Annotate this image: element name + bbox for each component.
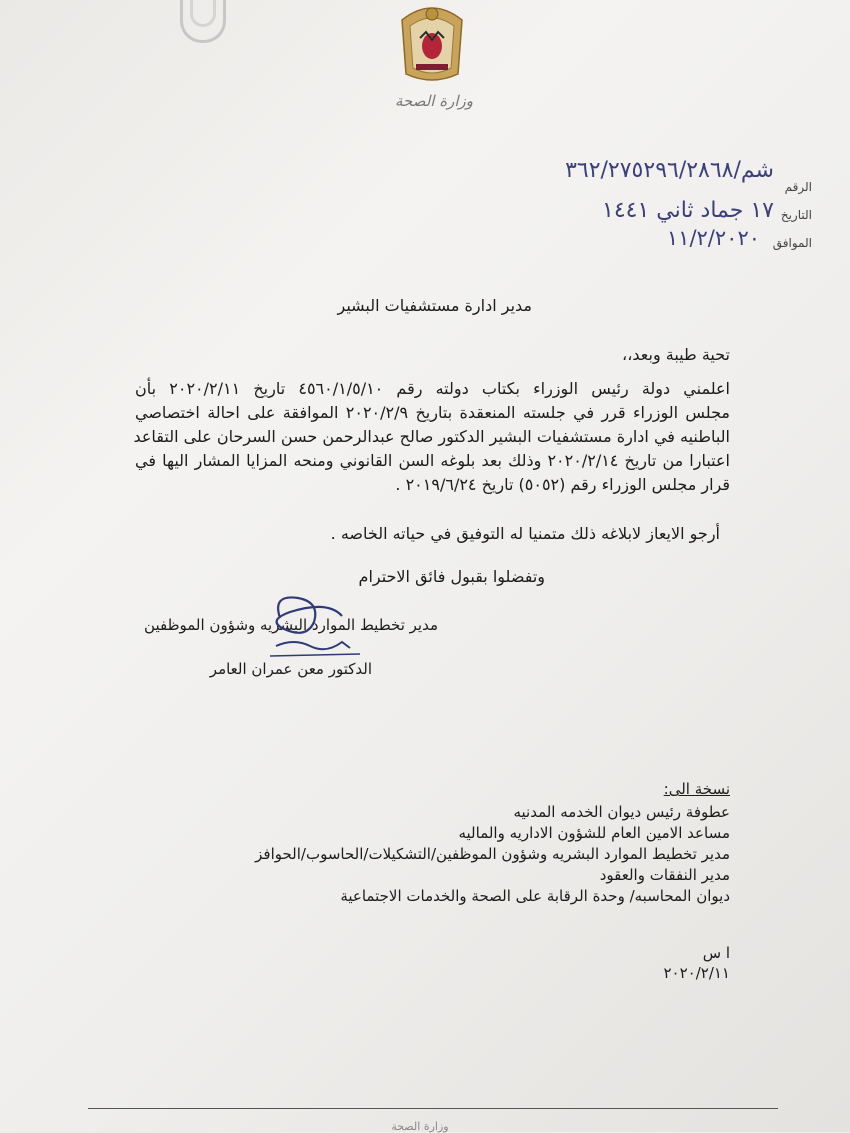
closing-line: وتفضلوا بقبول فائق الاحترام — [358, 567, 545, 586]
signatory-title: مدير تخطيط الموارد البشريه وشؤون الموظفين — [144, 616, 438, 634]
paperclip-inner-icon — [190, 0, 216, 27]
reference-date-handwritten: ١٧ جماد ثاني ١٤٤١ — [602, 198, 774, 223]
reference-number-handwritten: شم/٣٦٢/٢٧٥٢٩٦/٢٨٦٨ — [565, 158, 774, 183]
body-line: قرار مجلس الوزراء رقم (٥٠٥٢) تاريخ ٢٠١٩/٦/٢٤ . — [395, 475, 730, 494]
issue-date: ٢٠٢٠/٢/١١ — [663, 964, 730, 982]
number-label: الرقم — [784, 180, 812, 194]
addressee: مدير ادارة مستشفيات البشير — [337, 296, 532, 315]
ministry-name: وزارة الصحة — [395, 92, 473, 110]
body-line: اعتبارا من تاريخ ٢٠٢٠/٢/١٤ وذلك بعد بلوغه السن القانوني ومنحه المزايا المشار اليها في — [135, 451, 731, 470]
copies-heading: نسخة الى: — [663, 780, 730, 798]
copy-recipient: ديوان المحاسبه/ وحدة الرقابة على الصحة والخدمات الاجتماعية — [340, 887, 730, 905]
copies-list — [255, 802, 730, 907]
greeting: تحية طيبة وبعد،، — [622, 345, 730, 364]
signatory-name: الدكتور معن عمران العامر — [209, 660, 372, 678]
footer-text: وزارة الصحة — [391, 1120, 449, 1133]
body-line: مجلس الوزراء قرر في جلسته المنعقدة بتاريخ ٢٠٢٠/٢/٩ الموافقة على احالة اختصاصي — [135, 403, 731, 422]
date-label: التاريخ — [780, 208, 812, 222]
reference-block — [510, 150, 812, 250]
copy-recipient: مدير النفقات والعقود — [599, 866, 730, 884]
copy-recipient: عطوفة رئيس ديوان الخدمه المدنيه — [513, 803, 730, 821]
copy-recipient: مدير تخطيط الموارد البشريه وشؤون الموظفين/التشكيلات/الحاسوب/الحوافز — [255, 845, 730, 863]
coat-of-arms-icon — [396, 0, 468, 84]
copy-recipient: مساعد الامين العام للشؤون الاداريه والماليه — [458, 824, 730, 842]
corresponding-label: الموافق — [772, 236, 812, 250]
request-line: أرجو الايعاز لابلاغه ذلك متمنيا له التوفيق في حياته الخاصه . — [330, 524, 720, 543]
body-line: اعلمني دولة رئيس الوزراء بكتاب دولته رقم ٤٥٦٠/١/٥/١٠ تاريخ ٢٠٢٠/٢/١١ بأن — [135, 379, 731, 398]
letter-body — [135, 377, 730, 497]
corresponding-date-handwritten: ١١/٢/٢٠٢٠ — [666, 226, 760, 250]
initials: ا س — [702, 944, 730, 962]
body-line: الباطنيه في ادارة مستشفيات البشير الدكتور صالح عبدالرحمن حسن السرحان على التقاعد — [133, 427, 730, 446]
footer-divider — [88, 1108, 778, 1109]
